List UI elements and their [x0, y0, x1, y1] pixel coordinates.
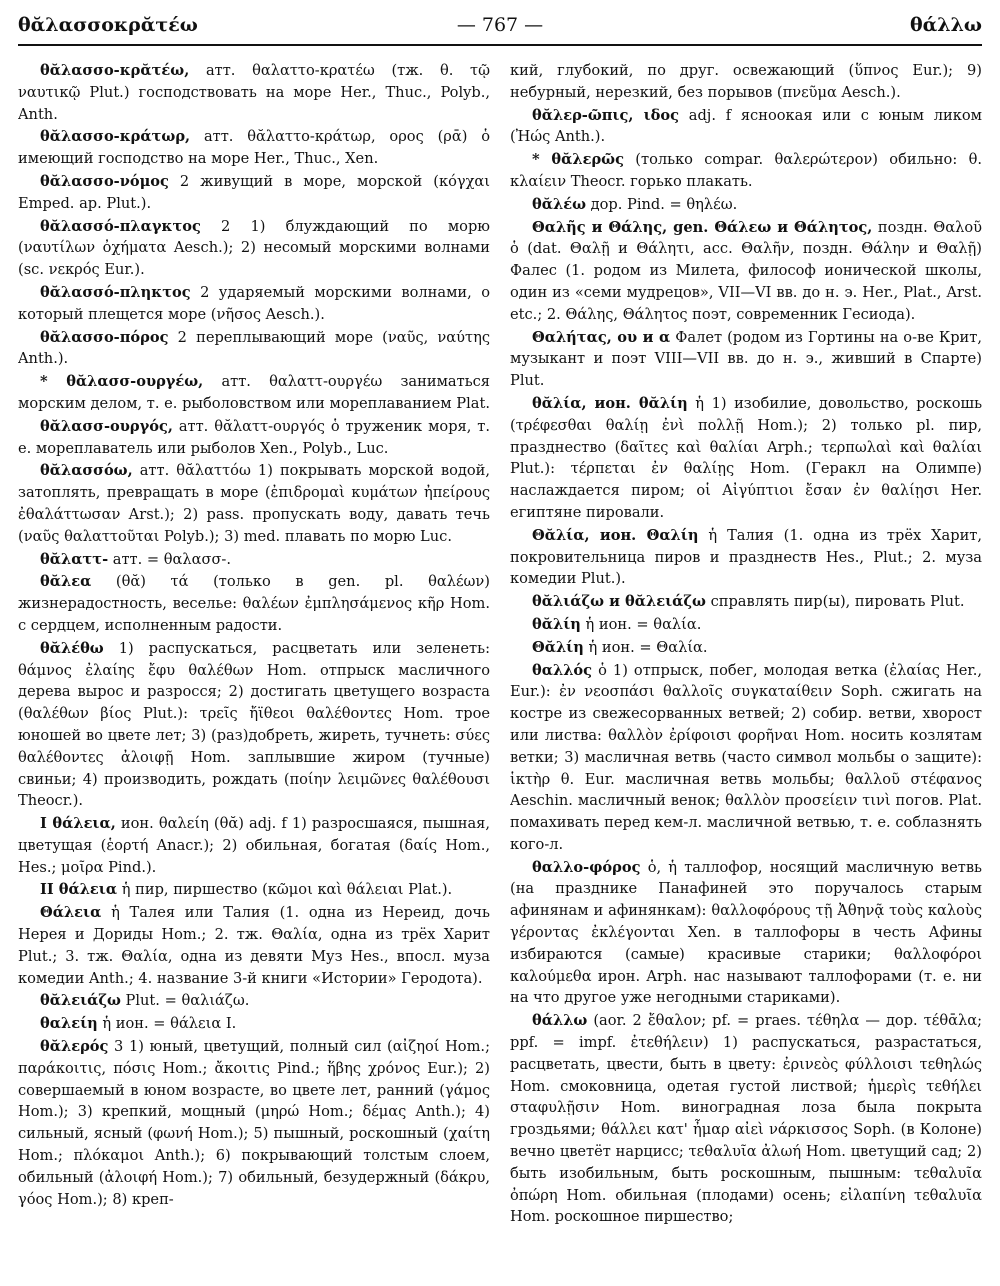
entry-headword: θαλλός: [532, 661, 593, 679]
entry-definition: справлять пир(ы), пировать Plut.: [710, 593, 965, 611]
entry-headword: θᾰλέθω: [40, 639, 104, 657]
entry-definition: 2 живущий в море, морской (κόγχαι Emped. ap. Plut.).: [18, 172, 490, 212]
entry-definition: (θᾰ) τά (только в gen. pl. θαλέων) жизнерадостность, веселье: θαλέων ἐμπλησάμενος κῆρ Hom. с сердцем, исполненным радости.: [18, 573, 490, 634]
dictionary-entry: [18, 549, 490, 571]
dictionary-entry: [510, 660, 982, 856]
dictionary-entry: [510, 217, 982, 326]
entry-headword: θάλλω: [532, 1012, 588, 1030]
entry-definition: ἡ Талия (1. одна из трёх Харит, покровительница пиров и празднеств Hes., Plut.; 2. муза комедии Plut.).: [510, 526, 982, 588]
dictionary-entry: [510, 393, 982, 524]
entry-definition: ἡ ион. = θάλεια I.: [102, 1015, 237, 1033]
entry-definition: ἡ ион. = Θαλία.: [588, 638, 708, 656]
entry-headword: θᾰλασσο-κρᾰτέω,: [40, 62, 190, 79]
dictionary-entry: [18, 1036, 490, 1210]
entry-headword: Θᾰλίη: [532, 638, 584, 656]
entry-headword: θᾰλιάζω и θᾰλειάζω: [532, 593, 706, 611]
entry-headword: θαλείη: [40, 1015, 98, 1033]
left-column: [18, 60, 490, 1280]
dictionary-entry: [510, 525, 982, 590]
dictionary-entry: [18, 813, 490, 878]
dictionary-entry: [510, 60, 982, 104]
header-last-headword: θάλλω: [909, 14, 982, 36]
dictionary-entry: [510, 149, 982, 193]
entry-definition: атт. θᾰλαττ-ουργός ὁ труженик моря, т. е. мореплаватель или рыболов Xen., Polyb., Luc.: [18, 417, 490, 457]
dictionary-entry: [18, 1013, 490, 1035]
dictionary-entry: [510, 105, 982, 149]
entry-definition: ион. θαλείη (θᾰ) adj. f 1) разросшаяся, пышная, цветущая (ἑορτή Anacr.); 2) обильная, богатая (δαίς Hom., Hes.; μοῖρα Pind.).: [18, 815, 490, 876]
entry-headword: θᾰλειάζω: [40, 992, 121, 1010]
entry-definition: кий, глубокий, по друг. освежающий (ὕπνος Eur.); 9) небурный, нерезкий, без порывов (πνεῦμα Aesch.).: [510, 62, 982, 101]
dictionary-entry: [18, 171, 490, 215]
header-rule: [18, 44, 982, 46]
dictionary-entry: [18, 902, 490, 989]
dictionary-entry: [18, 327, 490, 371]
entry-headword: Θᾰλία, ион. Θαλίη: [532, 526, 699, 544]
entry-headword: Θαλήτας, ου и α: [532, 328, 671, 346]
entry-definition: 2 ударяемый морскими волнами, о который плещется море (νῆσος Aesch.).: [18, 283, 490, 323]
entry-headword: θᾰλέω: [532, 195, 586, 213]
page-header: [18, 12, 982, 42]
entry-headword: Θαλῆς и Θάλης, gen. Θάλεω и Θάλητος,: [532, 218, 873, 236]
entry-definition: ὁ 1) отпрыск, побег, молодая ветка (ἐλαίας Her., Eur.): ἐν νεοσπάσι θαλλοῖς συγκαταίθειν Soph. сжигать на костре из свежесорванных ветвей; 2) собир. ветви, хворост или листва: θαλλὸν ἐρίφοισι φορῆναι Hom. носить козлятам ветки; 3) масличная ветвь (часто символ мольбы о защите): ἱκτὴρ θ. Eur. масличная ветвь мольбы; θαλλοῦ στέφανος Aeschin. масличный венок; θαλλὸν προσείειν τινὶ погов. Plat. помахивать перед кем-л. масличной ветвью, т. е. соблазнять кого-л.: [510, 661, 982, 853]
dictionary-entry: [18, 638, 490, 812]
dictionary-entry: [18, 282, 490, 326]
dictionary-entry: [510, 614, 982, 636]
dictionary-entry: [510, 637, 982, 659]
entry-definition: атт. θᾰλαττο-κράτωρ, ορος (ρᾱ) ὁ имеющий господство на море Her., Thuc., Xen.: [18, 128, 490, 168]
entry-headword: θᾰλασσό-πλαγκτος: [40, 217, 201, 235]
entry-headword: * θᾰλασσ-ουργέω,: [40, 373, 204, 391]
dictionary-entry: [18, 416, 490, 460]
entry-headword: θᾰλασσόω,: [40, 462, 133, 480]
entry-headword: * θᾰλερῶς: [532, 151, 624, 169]
dictionary-entry: [510, 327, 982, 392]
entry-headword: θᾰλερός: [40, 1038, 109, 1056]
entry-headword: Θάλεια: [40, 904, 102, 922]
dictionary-entry: [18, 879, 490, 901]
entry-headword: θᾰλασσο-πόρος: [40, 328, 169, 346]
dictionary-entry: [18, 460, 490, 547]
entry-headword: θᾰλασσο-κράτωρ,: [40, 128, 191, 146]
dictionary-entry: [510, 857, 982, 1010]
dictionary-entry: [510, 194, 982, 216]
dictionary-entry: [510, 591, 982, 613]
entry-headword: II θάλεια: [40, 881, 118, 899]
entry-definition: ἡ Талея или Талия (1. одна из Нереид, дочь Нерея и Дориды Hom.; 2. тж. Θαλία, одна из трёх Харит Plut.; 3. тж. Θαλία, одна из девяти Муз Hes., впосл. муза комедии Anth.; 4. название 3-й книги «Истории» Геродота).: [18, 904, 490, 987]
entry-headword: θᾰλία, ион. θᾰλίη: [532, 394, 688, 412]
entry-definition: ὁ, ἡ таллофор, носящий масличную ветвь (на празднике Панафиней это поручалось старым афинянам и афинянкам): θαλλοφόρους τῇ Ἀθηνᾷ τοὺς καλοὺς γέροντας ἐκλέγονται Xen. в таллофоры в честь Афины избираются (самые) красивые старики; θαλλοφόροι καλούμεθα ирон. Arph. нас называют таллофорами (т. е. ни на что другое уже негодными стариками).: [510, 858, 982, 1007]
entry-definition: 2 1) блуждающий по морю (ναυτίλων ὀχήματα Aesch.); 2) несомый морскими волнами (sc. νεκρός Eur.).: [18, 217, 490, 279]
entry-definition: 3 1) юный, цветущий, полный сил (αἰζηοί Hom.; παράκοιτις, πόσις Hom.; ἄκοιτις Pind.; ἥβης χρόνος Eur.); 2) совершаемый в юном возрасте, во цвете лет, ранний (γάμος Hom.); 3) крепкий, мощный (μηρώ Hom.; δέμας Anth.); 4) сильный, ясный (φωνή Hom.); 5) пышный, роскошный (χαίτη Hom.; πλόκαμοι Anth.); 6) покрывающий толстым слоем, обильный (ἀλοιφή Hom.); 7) обильный, безудержный (δάκρυ, γόος Hom.); 8) креп-: [18, 1038, 490, 1208]
entry-headword: θᾰλασσ-ουργός,: [40, 417, 173, 435]
entry-definition: атт. θᾰλαττόω 1) покрывать морской водой, затоплять, превращать в море (ἐπιδρομαὶ κυμάτων ἠπείρους ἐθαλάττωσαν Arst.); 2) pass. пропускать воду, давать течь (ναῦς θαλαττοῦται Polyb.); 3) med. плавать по морю Luc.: [18, 462, 490, 545]
dictionary-entry: [18, 990, 490, 1012]
entry-definition: Фалет (родом из Гортины на о-ве Крит, музыкант и поэт VIII—VII вв. до н. э., живший в Спарте) Plut.: [510, 328, 982, 390]
entry-definition: атт. θαλαττο-κρατέω (тж. θ. τῷ ναυτικῷ Plut.) господствовать на море Her., Thuc., Polyb., Anth.: [18, 62, 490, 123]
entry-headword: I θάλεια,: [40, 815, 116, 833]
entry-definition: дор. Pind. = θηλέω.: [590, 195, 738, 213]
page-number: — 767 —: [456, 14, 544, 36]
entry-headword: θᾰλαττ-: [40, 550, 109, 568]
entry-definition: (aor. 2 ἔθαλον; pf. = praes. τέθηλα — дор. τέθᾱλα; ppf. = impf. ἐτεθήλειν) 1) распускаться, разрастаться, расцветать, цвести, быть в цвету: ἐρινεὸς φύλλοισι τεθηλώς Hom. смоковница, одетая густой листвой; ἡμερὶς τεθήλει σταφυλῇσιν Hom. виноградная лоза была покрыта гроздьями; θάλλει κατ' ἦμαρ αἰεὶ νάρκισσος Soph. (в Колоне) вечно цветёт нарцисс; τεθαλυῖα ἀλωή Hom. цветущий сад; 2) быть изобильным, быть роскошным, пышным: τεθαλυῖα ὀπώρη Hom. обильная (плодами) осень; εἰλαπίνη τεθαλυῖα Hom. роскошное пиршество;: [510, 1012, 982, 1226]
dictionary-entry: [510, 1010, 982, 1228]
entry-definition: ἡ ион. = θαλία.: [585, 615, 702, 633]
dictionary-entry: [18, 126, 490, 170]
entry-definition: (только compar. θαλερώτερον) обильно: θ. κλαίειν Theocr. горько плакать.: [510, 151, 982, 190]
dictionary-entry: [18, 216, 490, 281]
right-column: [510, 60, 982, 1280]
header-first-headword: θᾰλασσοκρᾰτέω: [18, 14, 198, 36]
entry-headword: θαλλο-φόρος: [532, 858, 641, 876]
entry-definition: 2 переплывающий море (ναῦς, ναύτης Anth.).: [18, 328, 490, 368]
dictionary-entry: [18, 371, 490, 415]
entry-headword: θᾰλίη: [532, 615, 581, 633]
dictionary-entry: [18, 571, 490, 636]
entry-definition: Plut. = θαλιάζω.: [125, 992, 250, 1010]
entry-definition: ἡ 1) изобилие, довольство, роскошь (τρέφεσθαι θαλίῃ ἐνὶ πολλῇ Hom.); 2) только pl. пир, празднество (δαῖτες καὶ θαλίαι Arph.; τερπωλαὶ καὶ θαλίαι Plut.): τέρπεται ἐν θαλίῃς Hom. (Геракл на Олимпе) наслаждается пиром; οἱ Αἰγύπτιοι ἔσαν ἐν θαλίῃσι Her. египтяне пировали.: [510, 394, 982, 521]
entry-definition: ἡ пир, пиршество (κῶμοι καὶ θάλειαι Plat.).: [121, 881, 453, 899]
entry-headword: θᾰλασσο-νόμος: [40, 172, 169, 190]
entry-definition: 1) распускаться, расцветать или зеленеть: θάμνος ἐλαίης ἔφυ θαλέθων Hom. отпрыск масличного дерева вырос и разросся; 2) достигать цветущего возраста (θαλέθων βίος Plut.): τρεῖς ἤϊθεοι θαλέθοντες Hom. трое юношей во цвете лет; 3) (раз)добреть, жиреть, тучнеть: σύες θαλέθοντες ἀλοιφῇ Hom. заплывшие жиром (тучные) свиньи; 4) производить, рождать (ποίην λειμῶνες θαλέθουσι Theocr.).: [18, 639, 490, 810]
entry-definition: поздн. Θαλοῦ ὁ (dat. Θαλῇ и Θάλητι, acc. Θαλῆν, поздн. Θάλην и Θαλῇ) Фалес (1. родом из Милета, философ ионической школы, один из «семи мудрецов», VII—VI вв. до н. э. Her., Plat., Arst. etc.; 2. Θάλης, Θάλητος поэт, современник Гесиода).: [510, 218, 982, 323]
entry-definition: атт. = θαλασσ-.: [112, 550, 231, 568]
entry-headword: θᾰλερ-ῶπις, ιδος: [532, 106, 680, 124]
entry-headword: θᾰλασσό-πληκτος: [40, 283, 191, 301]
entry-definition: атт. θαλαττ-ουργέω заниматься морским делом, т. е. рыболовством или мореплаванием Plat.: [18, 373, 490, 412]
dictionary-entry: [18, 60, 490, 125]
entry-definition: adj. f ясноокая или с юным ликом (Ἠώς Anth.).: [510, 106, 982, 146]
entry-headword: θᾰλεα: [40, 573, 92, 591]
